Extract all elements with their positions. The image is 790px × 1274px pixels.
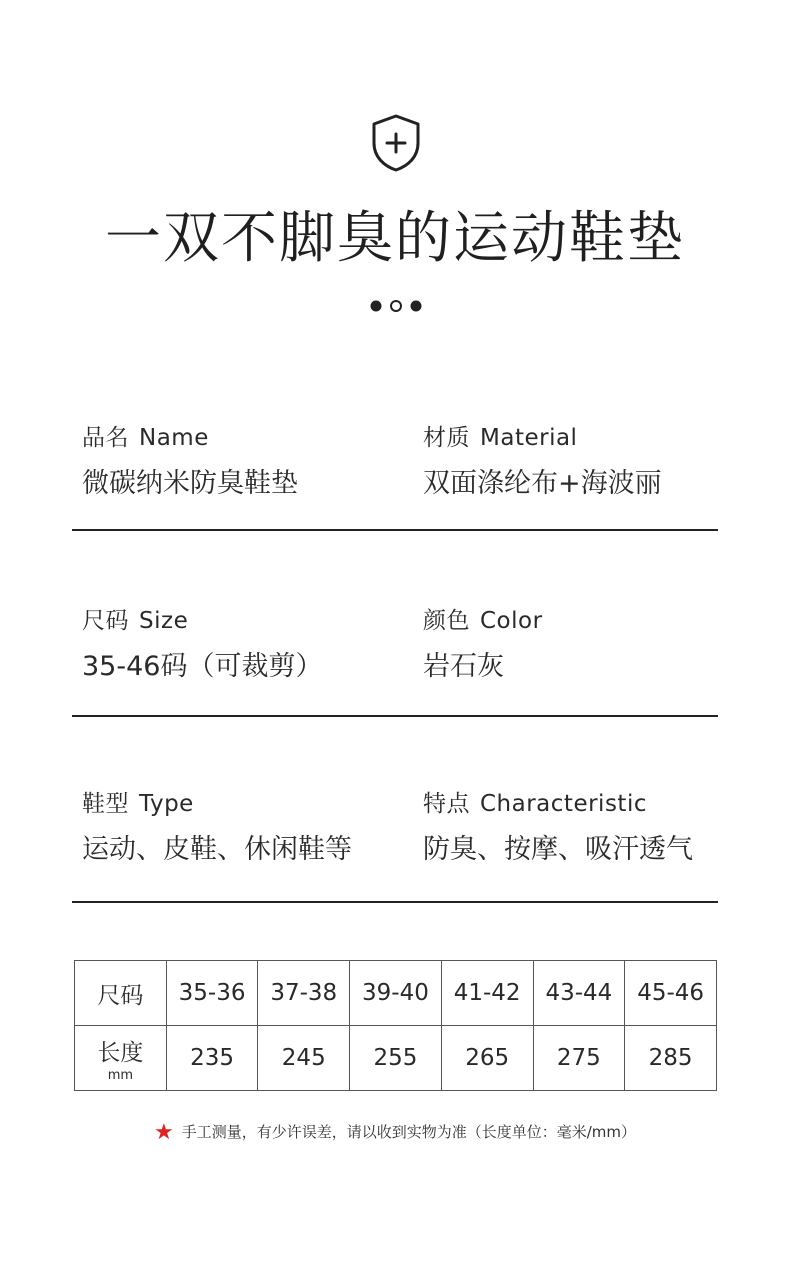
- table-cell: 39-40: [350, 961, 442, 1026]
- spec-value: 岩石灰: [423, 651, 504, 682]
- table-cell: 265: [441, 1026, 533, 1091]
- table-cell: 255: [350, 1026, 442, 1091]
- row-header-length: [75, 1026, 167, 1091]
- dots-divider: [368, 298, 424, 314]
- table-cell: 45-46: [625, 961, 717, 1026]
- table-cell: 245: [258, 1026, 350, 1091]
- spec-characteristic: [423, 789, 693, 867]
- dot-filled-left: [371, 301, 382, 312]
- spec-value: 微碳纳米防臭鞋垫: [82, 468, 298, 499]
- spec-color: [423, 606, 543, 684]
- dot-filled-right: [411, 301, 422, 312]
- star-icon: ★: [153, 1120, 174, 1145]
- spec-row-2: [72, 606, 718, 792]
- spec-label: 材质 Material: [423, 425, 578, 451]
- divider-line: [72, 715, 718, 717]
- table-cell: 285: [625, 1026, 717, 1091]
- spec-row-1: [72, 423, 718, 609]
- spec-label: 尺码 Size: [82, 608, 189, 634]
- spec-value: 双面涤纶布+海波丽: [423, 468, 662, 499]
- spec-label: 颜色 Color: [423, 608, 543, 634]
- table-cell: 35-36: [166, 961, 258, 1026]
- table-row-sizes: [75, 961, 717, 1026]
- row-header-length-unit: mm: [107, 1067, 134, 1083]
- table-cell: 41-42: [441, 961, 533, 1026]
- table-row-lengths: [75, 1026, 717, 1091]
- table-cell: 43-44: [533, 961, 625, 1026]
- measurement-note: [0, 1120, 790, 1145]
- shield-plus-icon: [370, 113, 422, 173]
- spec-label: 特点 Characteristic: [423, 791, 647, 817]
- spec-value: 运动、皮鞋、休闲鞋等: [82, 834, 352, 865]
- spec-label: 品名 Name: [82, 425, 209, 451]
- table-cell: 235: [166, 1026, 258, 1091]
- row-header-size: 尺码: [75, 961, 167, 1026]
- spec-row-3: [72, 789, 718, 975]
- divider-line: [72, 901, 718, 903]
- spec-label: 鞋型 Type: [82, 791, 194, 817]
- size-table: [74, 960, 717, 1091]
- spec-type: [82, 789, 352, 867]
- page-title: 一双不脚臭的运动鞋垫: [105, 206, 685, 271]
- spec-value: 35-46码（可裁剪）: [82, 651, 323, 682]
- spec-name: [82, 423, 298, 501]
- spec-value: 防臭、按摩、吸汗透气: [423, 834, 693, 865]
- note-text: 手工测量，有少许误差，请以收到实物为准（长度单位：毫米/mm）: [181, 1123, 636, 1141]
- spec-size: [82, 606, 322, 684]
- table-cell: 37-38: [258, 961, 350, 1026]
- table-cell: 275: [533, 1026, 625, 1091]
- spec-material: [423, 423, 662, 501]
- divider-line: [72, 529, 718, 531]
- dot-hollow: [391, 301, 401, 311]
- row-header-length-label: 长度: [97, 1039, 144, 1066]
